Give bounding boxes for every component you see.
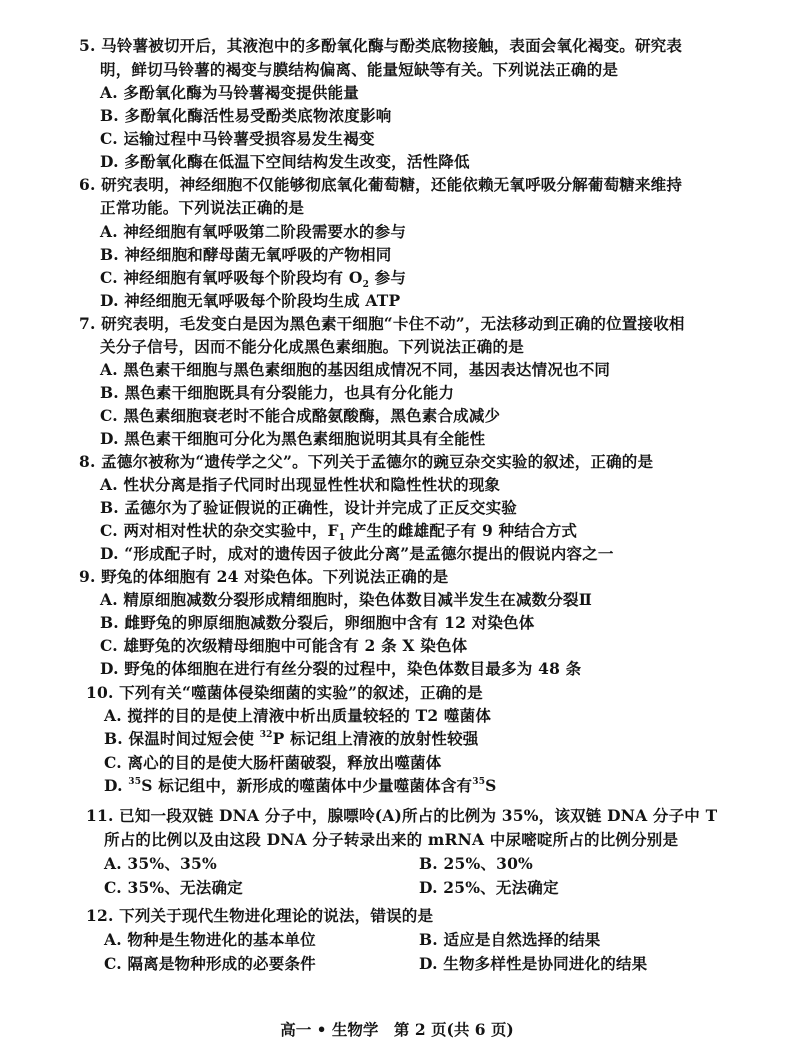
q9-option-b: B. 雌野兔的卵原细胞减数分裂后，卵细胞中含有 12 对染色体 (100, 613, 535, 632)
q10-option-b-text: B. 保温时间过短会使 (104, 729, 260, 748)
q5-option-b: B. 多酚氧化酶活性易受酚类底物浓度影响 (100, 106, 392, 125)
q6-stem-line1: 6. 研究表明，神经细胞不仅能够彻底氧化葡萄糖，还能依赖无氧呼吸分解葡萄糖来维持 (79, 175, 683, 194)
q9-option-d: D. 野兔的体细胞在进行有丝分裂的过程中，染色体数目最多为 48 条 (100, 659, 582, 678)
q8-option-c-text: C. 两对相对性状的杂交实验中，F (100, 521, 339, 540)
q6-option-d: D. 神经细胞无氧呼吸每个阶段均生成 ATP (100, 291, 401, 310)
q10-option-b-tail: P 标记组上清液的放射性较强 (272, 729, 479, 748)
q10-option-d-tail: S (485, 776, 497, 795)
q10-stem-line1: 10. 下列有关“噬菌体侵染细菌的实验”的叙述，正确的是 (86, 683, 483, 702)
q9-option-a: A. 精原细胞减数分裂形成精细胞时，染色体数目减半发生在减数分裂Ⅱ (100, 590, 592, 609)
q10-option-d (104, 775, 497, 797)
q6-option-c (100, 267, 406, 289)
q10-option-d-superscript-1: 35 (128, 776, 142, 787)
q12-option-b: B. 适应是自然选择的结果 (419, 930, 601, 949)
q8-stem-line1: 8. 孟德尔被称为“遗传学之父”。下列关于孟德尔的豌豆杂交实验的叙述，正确的是 (79, 452, 654, 471)
q10-option-d-text: S 标记组中，新形成的噬菌体中少量噬菌体含有 (141, 776, 473, 795)
q5-option-a: A. 多酚氧化酶为马铃薯褐变提供能量 (100, 83, 359, 102)
q10-option-a: A. 搅拌的目的是使上清液中析出质量较轻的 T2 噬菌体 (104, 706, 492, 725)
q8-option-b: B. 孟德尔为了验证假说的正确性，设计并完成了正反交实验 (100, 498, 517, 517)
q11-option-a: A. 35%、35% (104, 854, 217, 873)
q10-option-c: C. 离心的目的是使大肠杆菌破裂，释放出噬菌体 (104, 753, 442, 772)
q12-option-d: D. 生物多样性是协同进化的结果 (419, 954, 648, 973)
q11-stem-line1: 11. 已知一段双链 DNA 分子中，腺嘌呤(A)所占的比例为 35%，该双链 DNA 分子中 T (86, 806, 718, 825)
q7-option-c: C. 黑色素细胞衰老时不能合成酪氨酸酶，黑色素合成减少 (100, 406, 501, 425)
q5-option-d: D. 多酚氧化酶在低温下空间结构发生改变，活性降低 (100, 152, 470, 171)
q5-option-c: C. 运输过程中马铃薯受损容易发生褐变 (100, 129, 375, 148)
q10-option-b-superscript: 32 (259, 729, 273, 740)
q9-stem-line1: 9. 野兔的体细胞有 24 对染色体。下列说法正确的是 (79, 567, 449, 586)
q5-stem-line1: 5. 马铃薯被切开后，其液泡中的多酚氧化酶与酚类底物接触，表面会氧化褐变。研究表 (79, 36, 683, 55)
q7-stem-line2: 关分子信号，因而不能分化成黑色素细胞。下列说法正确的是 (100, 337, 524, 356)
q8-option-a: A. 性状分离是指子代同时出现显性性状和隐性性状的现象 (100, 475, 501, 494)
q7-stem-line1: 7. 研究表明，毛发变白是因为黑色素干细胞“卡住不动”，无法移动到正确的位置接收相 (79, 314, 685, 333)
q11-option-d: D. 25%、无法确定 (419, 878, 559, 897)
q8-option-c-subscript: 1 (338, 533, 346, 544)
q10-option-d-label: D. (104, 776, 129, 795)
q10-option-d-superscript-2: 35 (472, 776, 486, 787)
q5-stem-line2: 明，鲜切马铃薯的褐变与膜结构偏离、能量短缺等有关。下列说法正确的是 (100, 60, 619, 79)
q6-stem-line2: 正常功能。下列说法正确的是 (100, 198, 305, 217)
q9-option-c: C. 雄野兔的次级精母细胞中可能含有 2 条 X 染色体 (100, 636, 468, 655)
q8-option-c-tail: 产生的雌雄配子有 9 种结合方式 (345, 521, 578, 540)
q12-option-a: A. 物种是生物进化的基本单位 (104, 930, 316, 949)
q6-option-c-tail: 参与 (369, 268, 407, 287)
q7-option-d: D. 黑色素干细胞可分化为黑色素细胞说明其具有全能性 (100, 429, 486, 448)
q12-option-c: C. 隔离是物种形成的必要条件 (104, 954, 316, 973)
q8-option-c (100, 520, 577, 542)
q6-option-b: B. 神经细胞和酵母菌无氧呼吸的产物相同 (100, 245, 392, 264)
q10-option-b (104, 728, 479, 750)
q12-stem-line1: 12. 下列关于现代生物进化理论的说法，错误的是 (86, 906, 434, 925)
q11-option-b: B. 25%、30% (419, 854, 533, 873)
q8-option-d: D. “形成配子时，成对的遗传因子彼此分离”是孟德尔提出的假说内容之一 (100, 544, 614, 563)
q6-option-c-subscript: 2 (362, 280, 370, 291)
q11-option-c: C. 35%、无法确定 (104, 878, 243, 897)
q6-option-c-text: C. 神经细胞有氧呼吸每个阶段均有 O (100, 268, 363, 287)
q7-option-b: B. 黑色素干细胞既具有分裂能力，也具有分化能力 (100, 383, 455, 402)
page-footer: 高一 • 生物学 第 2 页(共 6 页) (280, 1020, 514, 1039)
q6-option-a: A. 神经细胞有氧呼吸第二阶段需要水的参与 (100, 222, 407, 241)
q11-stem-line2: 所占的比例以及由这段 DNA 分子转录出来的 mRNA 中尿嘧啶所占的比例分别是 (104, 830, 679, 849)
q7-option-a: A. 黑色素干细胞与黑色素细胞的基因组成情况不同，基因表达情况也不同 (100, 360, 611, 379)
